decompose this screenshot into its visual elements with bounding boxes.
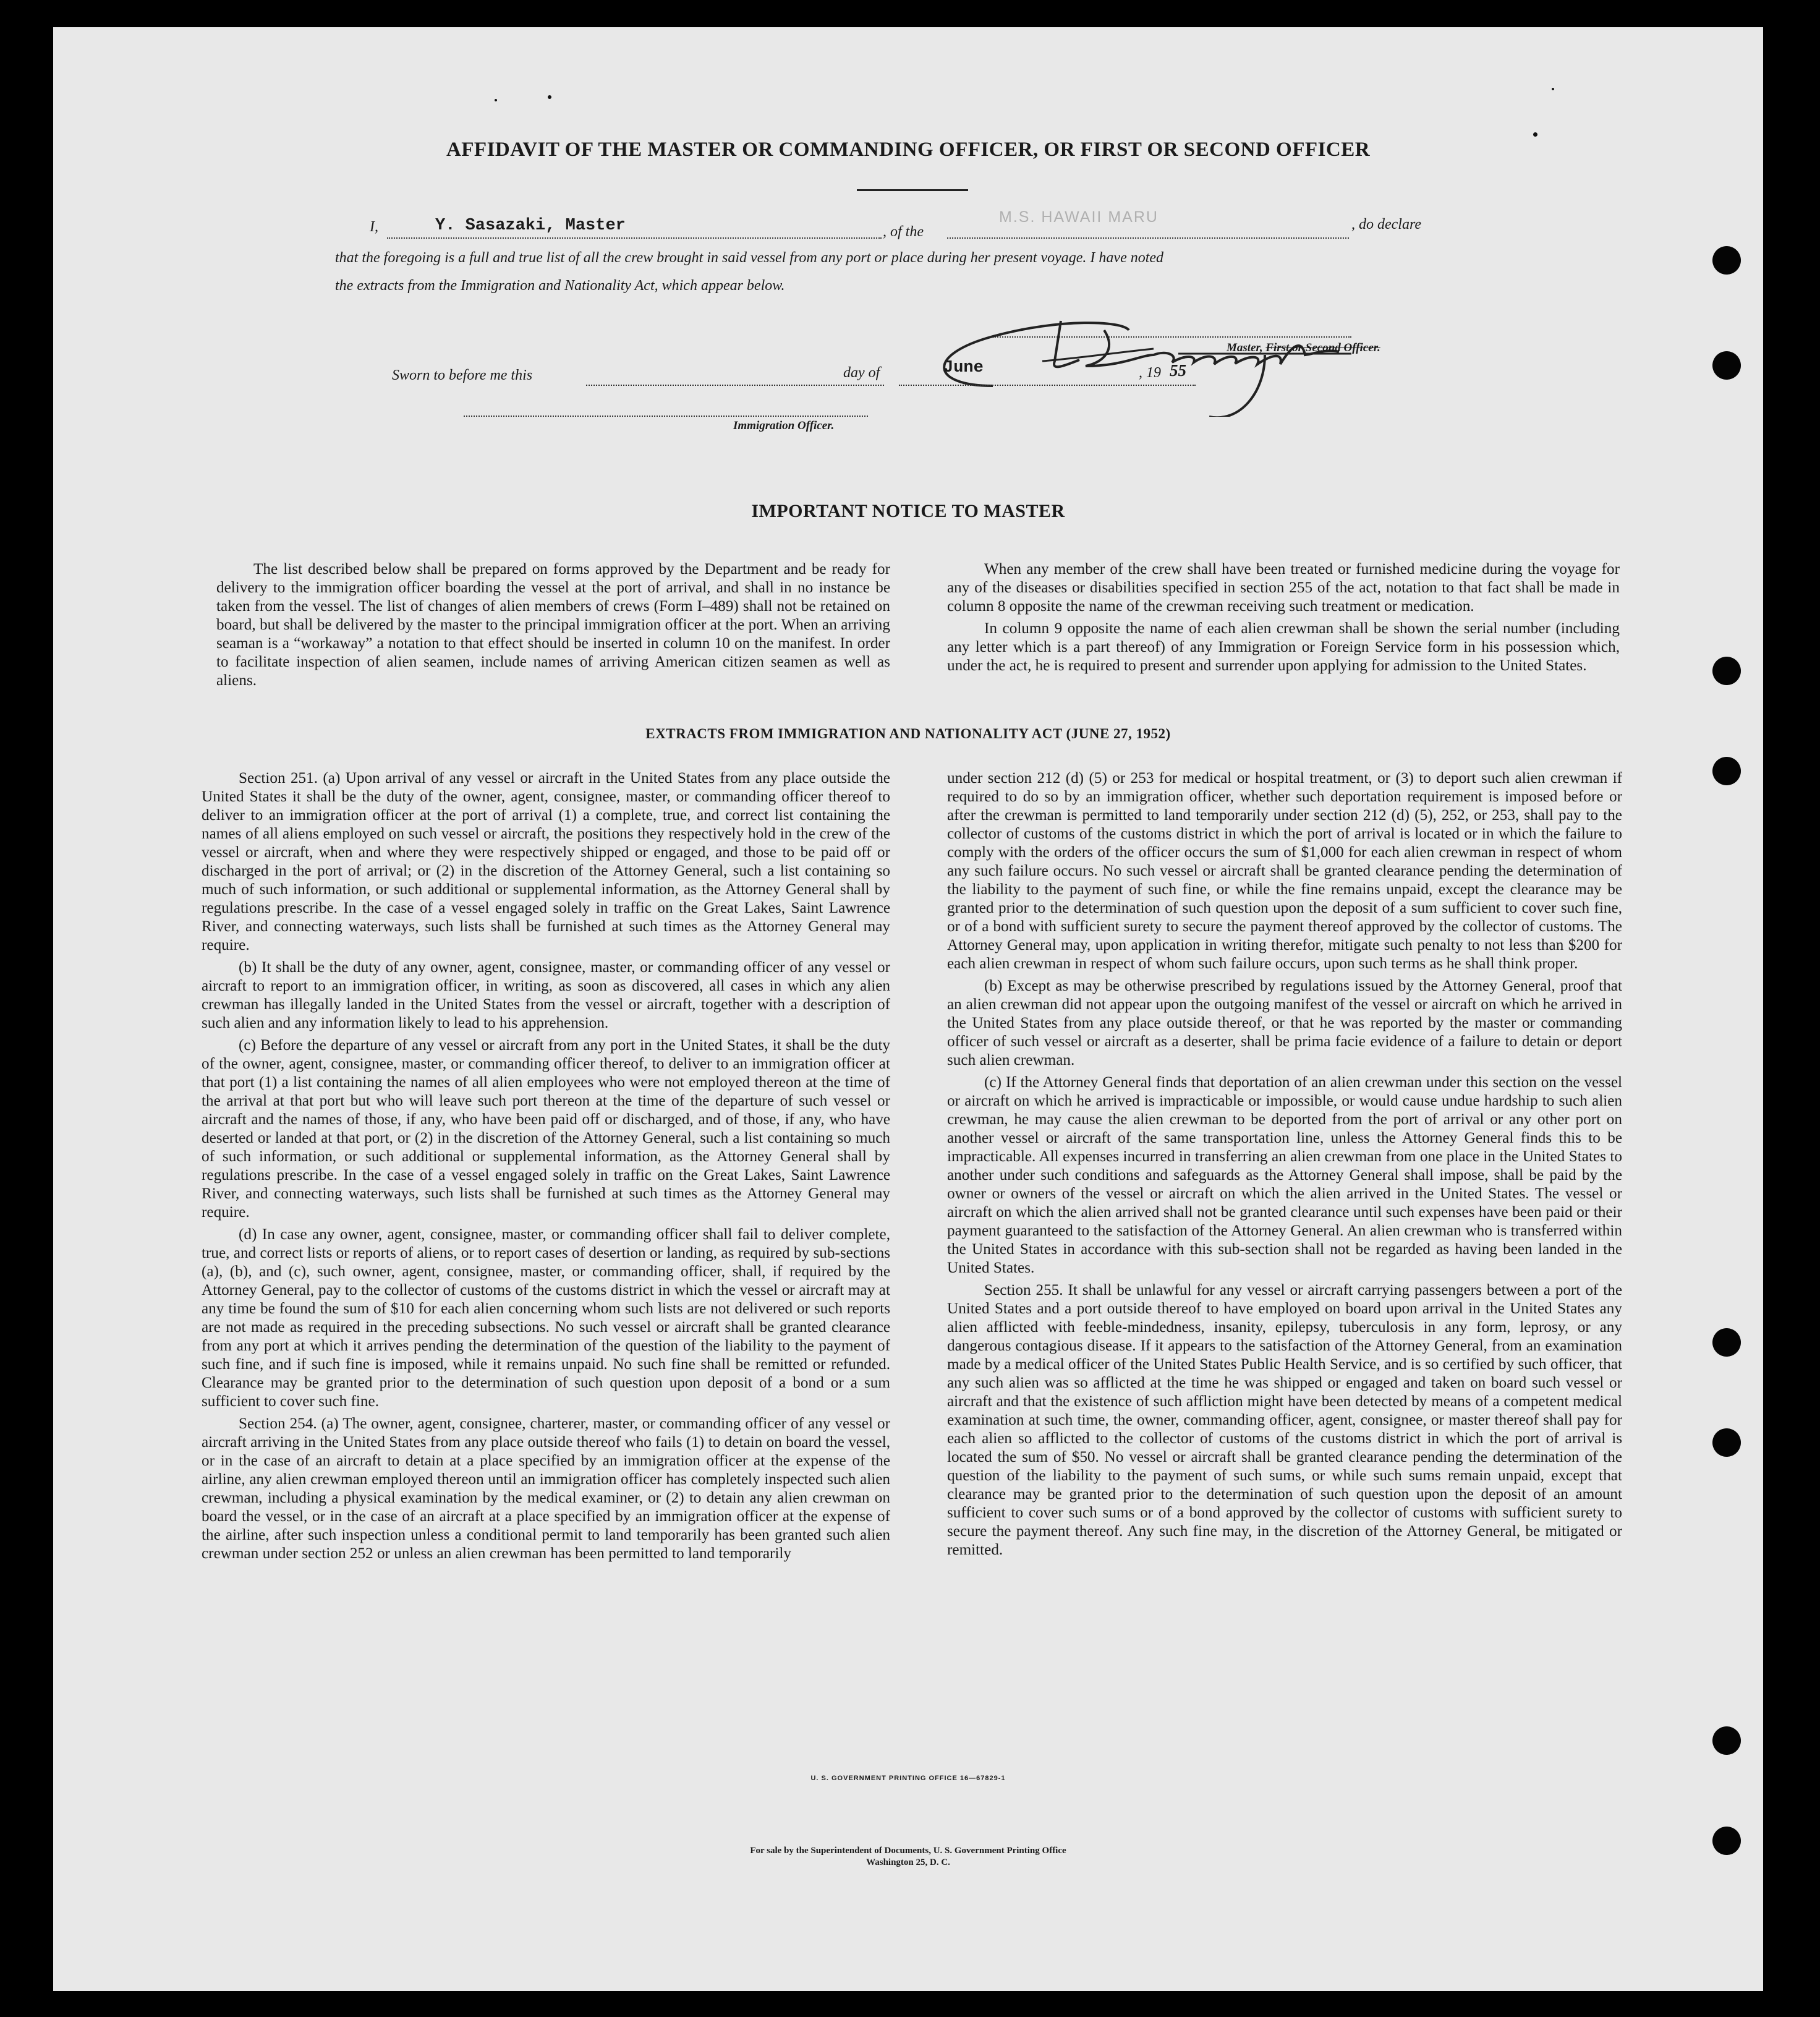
immigration-officer-line: [464, 416, 868, 417]
footer-line-1: For sale by the Superintendent of Documents, U. S. Government Printing Office: [750, 1846, 1066, 1856]
punch-hole: [1712, 757, 1741, 785]
scan-speck: [495, 99, 497, 101]
declaration-line-2: the extracts from the Immigration and Nationality Act, which appear below.: [335, 278, 785, 294]
section-254-a-cont: under section 212 (d) (5) or 253 for medical or hospital treatment, or (3) to deport such alien crewman if required to do so by an immigration officer, whether such deportation requirement is imposed before or after the crewman is permitted to land temporarily under section 212 (d) (5), 252, or 253, shall pay to the collector of customs of the customs district in which the port of arrival is located or in which the failure to comply with the orders of the officer occurs the sum of $1,000 for each alien crewman in respect of whom any such failure occurs. No such vessel or aircraft shall be granted clearance pending the determination of the liability to the payment of such fine, or while the fine remains unpaid, except the clearance may be granted prior to the determination of such question upon the deposit of a sum sufficient to cover such fine, or of a bond with sufficient surety to secure the payment thereof approved by the collector of customs. The Attorney General may, upon application in writing therefor, mitigate such penalty to not less than $200 for each alien crewman in respect of whom such failure occurs, upon such terms as he shall think proper.: [947, 770, 1622, 972]
vessel-field-line: [947, 237, 1349, 239]
punch-hole: [1712, 657, 1741, 685]
do-declare-label: , do declare: [1351, 216, 1422, 232]
i-label: I,: [370, 219, 378, 235]
month-field[interactable]: June: [943, 359, 984, 377]
declaration-line-1: that the foregoing is a full and true list of all the crew brought in said vessel from any port or place during her present voyage. I have noted: [335, 250, 1164, 266]
month-field-line: [899, 385, 1196, 386]
printer-mark: U. S. GOVERNMENT PRINTING OFFICE 16—67829-1: [810, 1775, 1006, 1782]
section-254-a: Section 254. (a) The owner, agent, consignee, charterer, master, or commanding officer of any vessel or aircraft arriving in the United States from any place outside thereof who fails (1) to detain on board the vessel, or in the case of an aircraft to detain at a place specified by an immigration officer at the expense of the airline, any alien crewman employed thereon until an immigration officer has completely inspected such alien crewman, including a physical examination by the medical examiner, or (2) to detain any alien crewman on board the vessel, or in the case of an aircraft at a place specified by an immigration officer at the expense of the airline, after such inspection unless a conditional permit to land temporarily has been granted such alien crewman under section 252 or unless an alien crewman has been permitted to land temporarily: [202, 1415, 890, 1562]
notice-right-column: [947, 560, 1620, 675]
notice-paragraph: In column 9 opposite the name of each alien crewman shall be shown the serial number (including any letter which is a part thereof) of any Immigration or Foreign Service form in his possession which, under the act, he is required to present and surrender upon applying for admission to the United States.: [947, 620, 1620, 674]
section-251-c: (c) Before the departure of any vessel or aircraft from any port in the United States, it shall be the duty of the owner, agent, consignee, master, or commanding officer thereof, to deliver to an immigration officer at that port (1) a list containing the names of all alien employees who were not employed thereon at the time of the arrival at that port but who will leave such port thereon at the time of the departure of such vessel or aircraft and the names of those, if any, who have been paid off or discharged, and of those, if any, who have deserted or landed at that port, or (2) in the discretion of the Attorney General, such a list containing so much of such information, or such additional or supplemental information, as the Attorney General shall by regulations prescribe. In the case of a vessel engaged solely in traffic on the Great Lakes, Saint Lawrence River, and connecting waterways, such lists shall be furnished at such times as the Attorney General may require.: [202, 1037, 890, 1221]
form-page: [53, 27, 1763, 1991]
punch-hole: [1712, 1428, 1741, 1457]
notice-paragraph: When any member of the crew shall have been treated or furnished medicine during the voyage for any of the diseases or disabilities specified in section 255 of the act, notation to that fact shall be made in column 8 opposite the name of the crewman receiving such treatment or medication.: [947, 561, 1620, 615]
signature-caption: [1227, 341, 1380, 355]
notice-title: IMPORTANT NOTICE TO MASTER: [751, 501, 1065, 521]
punch-hole: [1712, 1726, 1741, 1755]
of-the-label: , of the: [883, 224, 924, 240]
section-254-b: (b) Except as may be otherwise prescribed by regulations issued by the Attorney General, proof that an alien crewman did not appear upon the outgoing manifest of the vessel or aircraft on which he arrived in the United States from any place outside thereof, or that he was reported by the master or commanding officer of such vessel or aircraft as a deserter, shall be prima facie evidence of a failure to detain or deport such alien crewman.: [947, 978, 1622, 1068]
extracts-title: EXTRACTS FROM IMMIGRATION AND NATIONALITY ACT (JUNE 27, 1952): [645, 726, 1171, 741]
day-of-label: day of: [843, 365, 880, 381]
affidavit-title: AFFIDAVIT OF THE MASTER OR COMMANDING OFFICER, OR FIRST OR SECOND OFFICER: [446, 139, 1371, 161]
section-254-c: (c) If the Attorney General finds that deportation of an alien crewman under this section on the vessel or aircraft on which he arrived is impracticable or impossible, or would cause undue hardship to such alien crewman, he may cause the alien crewman to be deported from the port of arrival or any other port on another vessel or aircraft of the same transportation line, unless the Attorney General finds this to be impracticable. All expenses incurred in transferring an alien crewman from one place in the United States to another under such conditions and safeguards as the Attorney General shall impose, shall be paid by the owner or owners of the vessel or aircraft on which the alien arrived in the United States. The vessel or aircraft on which the alien arrived shall not be granted clearance until such expenses have been paid or their payment guaranteed to the satisfaction of the Attorney General. An alien crewman who is transferred within the United States in accordance with this sub-section shall not be regarded as having been landed in the United States.: [947, 1074, 1622, 1276]
master-caption: Master,: [1227, 341, 1263, 354]
sworn-label: Sworn to before me this: [392, 367, 533, 383]
handwritten-signature: [919, 293, 1401, 417]
section-251-a: Section 251. (a) Upon arrival of any vessel or aircraft in the United States from any place outside the United States it shall be the duty of the owner, agent, consignee, master, or commanding officer thereof to deliver to an immigration officer at the port of arrival (1) a complete, true, and correct list containing the names of all aliens employed on such vessel or aircraft, the positions they respectively hold in the crew of the vessel or aircraft, when and where they were respectively shipped or engaged, and those to be paid off or discharged in the port of arrival; or (2) in the discretion of the Attorney General, such a list containing so much of such information, or such additional or supplemental information, as the Attorney General shall by regulations prescribe. In the case of a vessel engaged solely in traffic on the Great Lakes, Saint Lawrence River, and connecting waterways, such lists shall be furnished at such times as the Attorney General may require.: [202, 770, 890, 953]
sale-footer: [53, 1845, 1763, 1869]
master-name-field[interactable]: Y. Sasazaki, Master: [435, 216, 626, 235]
section-251-d: (d) In case any owner, agent, consignee, master, or commanding officer shall fail to deliver complete, true, and correct lists or reports of aliens, or to report cases of desertion or landing, as required by sub-sections (a), (b), and (c), such owner, agent, consignee, master, or commanding officer, shall, if required by the Attorney General, pay to the collector of customs of the customs district in which the vessel or aircraft may at any time be found the sum of $10 for each alien concerning whom such lists are not delivered or such reports are not made as required in the preceding subsections. No such vessel or aircraft shall be granted clearance from any port at which it arrives pending the determination of the question of the liability to the payment of such fine, and if such fine is imposed, while it remains unpaid. No such fine shall be remitted or refunded. Clearance may be granted prior to the determination of such question upon deposit of a bond or a sum sufficient to cover such fine.: [202, 1226, 890, 1410]
punch-hole: [1712, 1328, 1741, 1357]
name-field-line: [387, 237, 882, 239]
section-255: Section 255. It shall be unlawful for any vessel or aircraft carrying passengers between a port of the United States and a port outside thereof to have employed on board upon arrival in the United States any alien afflicted with feeble-mindedness, insanity, epilepsy, tuberculosis in any form, leprosy, or any dangerous contagious disease. If it appears to the satisfaction of the Attorney General, from an examination made by a medical officer of the United States Public Health Service, and is so certified by such officer, that any such alien was so afflicted at the time he was shipped or engaged and taken on board such vessel or aircraft and that the existence of such affliction might have been detected by means of a competent medical examination at such time, the owner, commanding officer, agent, consignee, or master thereof shall pay for each alien so afflicted to the collector of customs of the customs district in which the port of arrival is located the sum of $50. No vessel or aircraft shall be granted clearance pending the determination of the question of the liability to the payment of such sums, or while such sums remain unpaid, except that clearance may be granted prior to the determination of such question upon the deposit of an amount sufficient to cover such sums or of a bond approved by the collector of customs with sufficient surety to secure the payment thereof. Any such fine may, in the discretion of the Attorney General, be mitigated or remitted.: [947, 1282, 1622, 1558]
section-251-b: (b) It shall be the duty of any owner, agent, consignee, master, or commanding officer of any vessel or aircraft to report to an immigration officer, in writing, as soon as discovered, all cases in which any alien crewman has illegally landed in the United States from the vessel or aircraft, together with a description of such alien and any information likely to lead to his apprehension.: [202, 959, 890, 1031]
punch-hole: [1712, 1827, 1741, 1855]
struck-officer-caption: First or Second Officer.: [1265, 341, 1380, 354]
punch-hole: [1712, 246, 1741, 275]
scan-speck: [1552, 88, 1554, 90]
scan-speck: [548, 95, 551, 99]
notice-paragraph: The list described below shall be prepared on forms approved by the Department and be ready for delivery to the immigration officer boarding the vessel at the port of arrival, and shall in no instance be taken from the vessel. The list of changes of alien members of crews (Form I–489) shall not be retained on board, but shall be delivered by the master to the principal immigration officer at the port. When an arriving seaman is a “workaway” a notation to that effect should be inserted in column 10 on the manifest. In order to facilitate inspection of alien seamen, include names of arriving American citizen seamen as well as aliens.: [216, 561, 890, 689]
footer-line-2: Washington 25, D. C.: [866, 1857, 950, 1867]
punch-hole: [1712, 351, 1741, 380]
year-field[interactable]: 55: [1170, 361, 1186, 380]
title-divider: [857, 189, 968, 191]
immigration-officer-caption: Immigration Officer.: [733, 419, 835, 432]
vessel-name-stamp[interactable]: M.S. HAWAII MARU: [999, 208, 1159, 226]
notice-left-column: [216, 560, 890, 690]
year-label: , 19: [1139, 365, 1161, 381]
sworn-day-line: [586, 385, 884, 386]
scan-speck: [1533, 132, 1537, 137]
extracts-right-column: [947, 769, 1622, 1559]
extracts-left-column: [202, 769, 890, 1563]
